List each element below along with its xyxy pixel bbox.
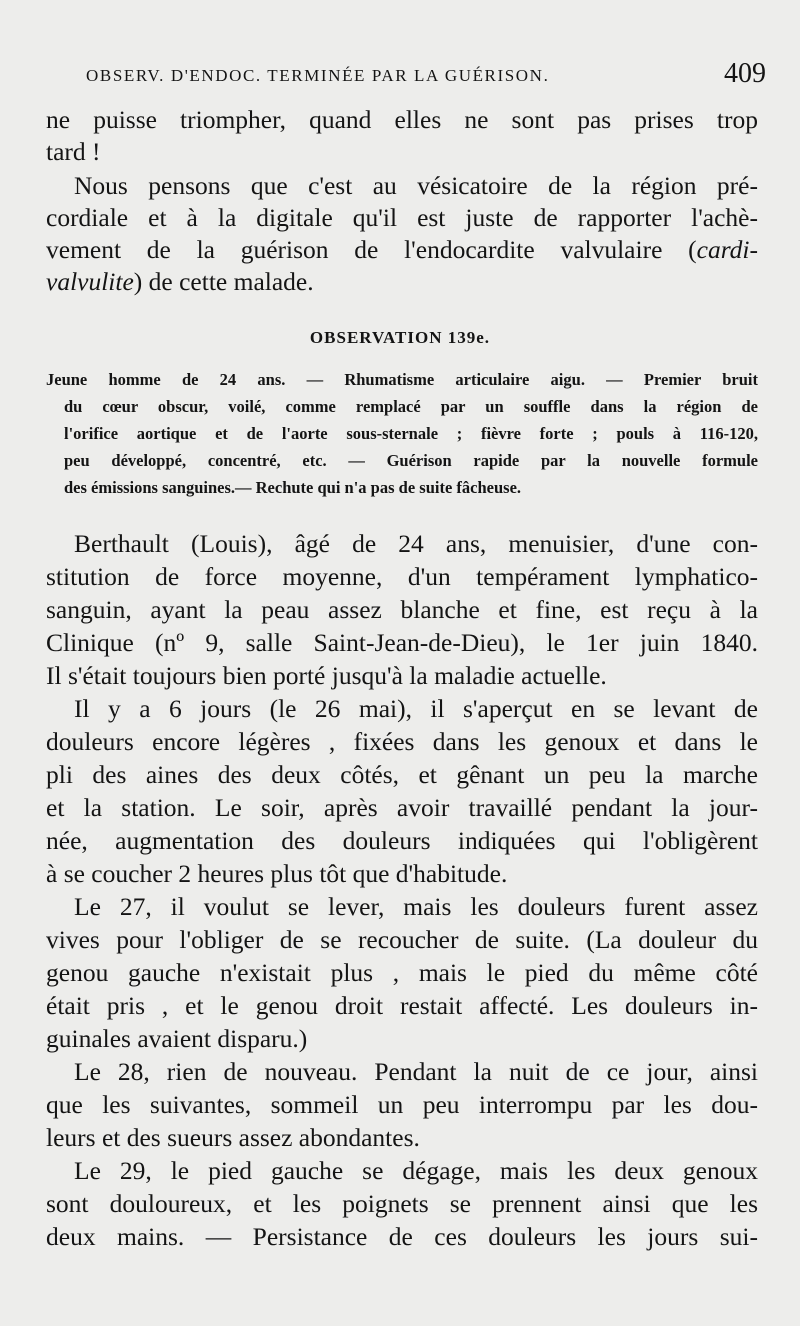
text-segment: vement de la guérison de l'endocardite valvulaire ( [46,235,697,264]
text-line [46,266,758,298]
summary-line: Jeune homme de 24 ans. — Rhumatisme articulaire aigu. — Premier bruit [46,370,758,389]
text-line: que les suivantes, sommeil un peu interrompu par les dou- [46,1090,758,1119]
page-number: 409 [724,58,766,89]
text-line: et la station. Le soir, après avoir travaillé pendant la jour- [46,793,758,822]
text-line: deux mains. — Persistance de ces douleurs les jours sui- [46,1222,758,1251]
text-line: Berthault (Louis), âgé de 24 ans, menuisier, d'une con- [74,529,758,558]
text-line: Il y a 6 jours (le 26 mai), il s'aperçut en se levant de [74,694,758,723]
summary-line: du cœur obscur, voilé, comme remplacé par un souffle dans la région de [64,397,758,416]
italic-term: cardi- [696,235,758,264]
text-line: Le 28, rien de nouveau. Pendant la nuit de ce jour, ainsi [74,1057,758,1086]
text-line: leurs et des sueurs assez abondantes. [46,1123,420,1152]
text-line: Clinique (nº 9, salle Saint-Jean-de-Dieu), le 1er juin 1840. [46,628,758,657]
text-line: Le 29, le pied gauche se dégage, mais les deux genoux [74,1156,758,1185]
text-line: guinales avaient disparu.) [46,1024,308,1053]
text-line: genou gauche n'existait plus , mais le pied du même côté [46,958,758,987]
text-line: Nous pensons que c'est au vésicatoire de la région pré- [74,171,758,200]
summary-line: peu développé, concentré, etc. — Guérison rapide par la nouvelle formule [64,451,758,470]
italic-term: valvulite [46,267,134,296]
text-line: Il s'était toujours bien porté jusqu'à la maladie actuelle. [46,661,607,690]
text-line: était pris , et le genou droit restait affecté. Les douleurs in- [46,991,758,1020]
observation-title: OBSERVATION 139e. [309,328,491,347]
text-line: pli des aines des deux côtés, et gênant un peu la marche [46,760,758,789]
running-head: OBSERV. D'ENDOC. TERMINÉE PAR LA GUÉRISON. [86,66,550,85]
text-line: à se coucher 2 heures plus tôt que d'habitude. [46,859,508,888]
text-line: stitution de force moyenne, d'un tempérament lymphatico- [46,562,758,591]
text-line: Le 27, il voulut se lever, mais les douleurs furent assez [74,892,758,921]
text-line: ne puisse triompher, quand elles ne sont pas prises trop [46,105,758,134]
text-line: née, augmentation des douleurs indiquées qui l'obligèrent [46,826,758,855]
text-line: cordiale et à la digitale qu'il est juste de rapporter l'achè- [46,203,758,232]
summary-line: l'orifice aortique et de l'aorte sous-sternale ; fièvre forte ; pouls à 116-120, [64,424,758,443]
page-header [86,58,766,98]
text-line: sont douloureux, et les poignets se prennent ainsi que les [46,1189,758,1218]
text-line: vives pour l'obliger de se recoucher de suite. (La douleur du [46,925,758,954]
summary-line: des émissions sanguines.— Rechute qui n'a pas de suite fâcheuse. [64,478,522,497]
text-line [46,234,758,266]
text-segment: ) de cette malade. [133,267,314,296]
text-line: sanguin, ayant la peau assez blanche et fine, est reçu à la [46,595,758,624]
text-line: tard ! [46,137,101,166]
text-line: douleurs encore légères , fixées dans les genoux et dans le [46,727,758,756]
